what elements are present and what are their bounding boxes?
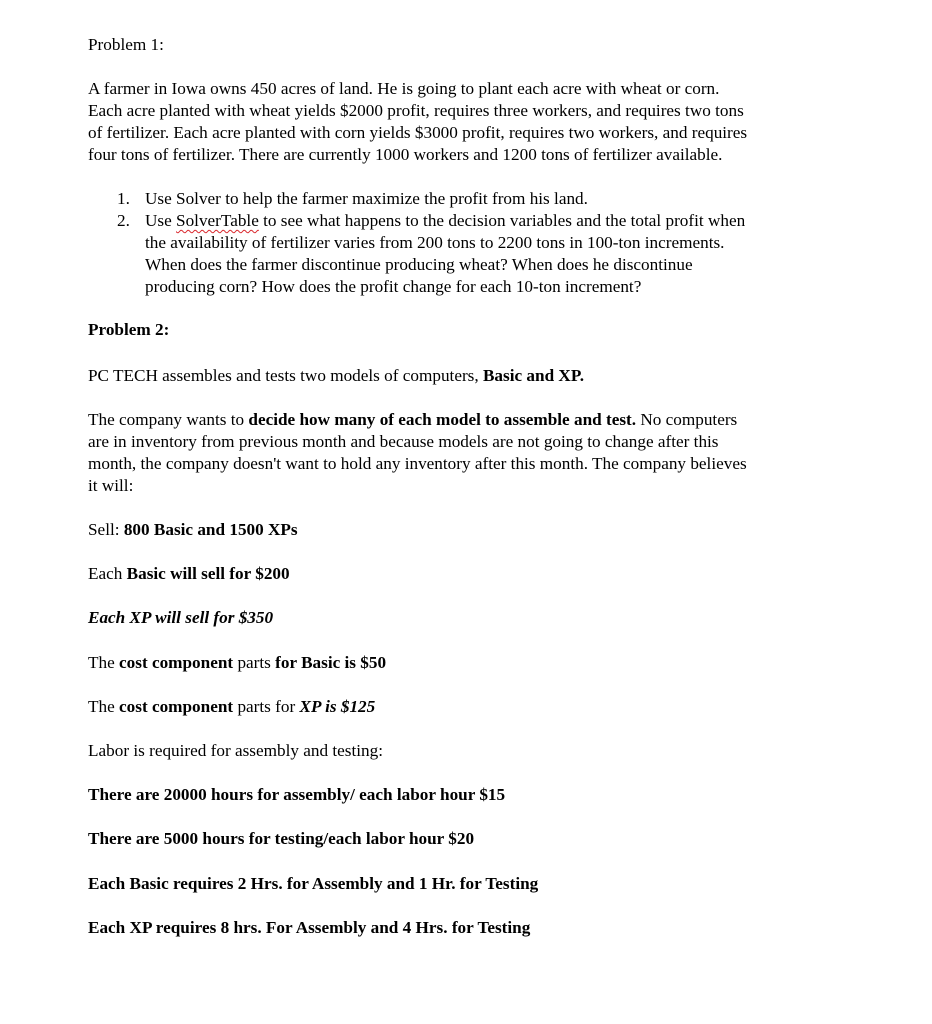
- testing-hours-line: There are 5000 hours for testing/each labor hour $20: [88, 829, 475, 848]
- company-line-1: The company wants to decide how many of each model to assemble and test. No computers: [88, 410, 738, 429]
- list-item-1-line-1: Use Solver to help the farmer maximize the profit from his land.: [145, 189, 588, 208]
- problem1-paragraph-line-2: Each acre planted with wheat yields $2000 profit, requires three workers, and requires two tons: [88, 101, 744, 120]
- list-item-2-line-4: producing corn? How does the profit change for each 10-ton increment?: [145, 277, 642, 296]
- company-line-4: it will:: [88, 476, 134, 495]
- list-item-number: 2.: [117, 211, 130, 230]
- basic-requirements-line: Each Basic requires 2 Hrs. for Assembly and 1 Hr. for Testing: [88, 874, 539, 893]
- basic-price-line: Each Basic will sell for $200: [88, 564, 290, 583]
- spellcheck-word[interactable]: SolverTable: [176, 211, 259, 230]
- problem1-paragraph-line-1: A farmer in Iowa owns 450 acres of land. He is going to plant each acre with wheat or corn.: [88, 79, 720, 98]
- list-item-number: 1.: [117, 189, 130, 208]
- assembly-hours-line: There are 20000 hours for assembly/ each labor hour $15: [88, 785, 506, 804]
- problem1-paragraph-line-3: of fertilizer. Each acre planted with corn yields $3000 profit, requires two workers, and requires: [88, 123, 748, 142]
- basic-cost-line: The cost component parts for Basic is $50: [88, 653, 387, 672]
- problem1-heading: Problem 1:: [88, 35, 164, 54]
- company-line-2: are in inventory from previous month and because models are not going to change after this: [88, 432, 719, 451]
- problem2-heading: Problem 2:: [88, 320, 170, 339]
- sell-line: Sell: 800 Basic and 1500 XPs: [88, 520, 298, 539]
- list-item-2-line-2: the availability of fertilizer varies from 200 tons to 2200 tons in 100-ton increments.: [145, 233, 725, 252]
- problem2-intro: PC TECH assembles and tests two models of computers, Basic and XP.: [88, 366, 585, 385]
- problem1-paragraph-line-4: four tons of fertilizer. There are currently 1000 workers and 1200 tons of fertilizer available.: [88, 145, 723, 164]
- xp-price-line: Each XP will sell for $350: [88, 608, 274, 627]
- company-line-3: month, the company doesn't want to hold any inventory after this month. The company believes: [88, 454, 747, 473]
- list-item-2-line-3: When does the farmer discontinue producing wheat? When does he discontinue: [145, 255, 693, 274]
- xp-cost-line: The cost component parts for XP is $125: [88, 697, 376, 716]
- list-item-2-line-1: Use SolverTable to see what happens to the decision variables and the total profit when: [145, 211, 746, 230]
- xp-requirements-line: Each XP requires 8 hrs. For Assembly and 4 Hrs. for Testing: [88, 918, 531, 937]
- labor-line: Labor is required for assembly and testing:: [88, 741, 383, 760]
